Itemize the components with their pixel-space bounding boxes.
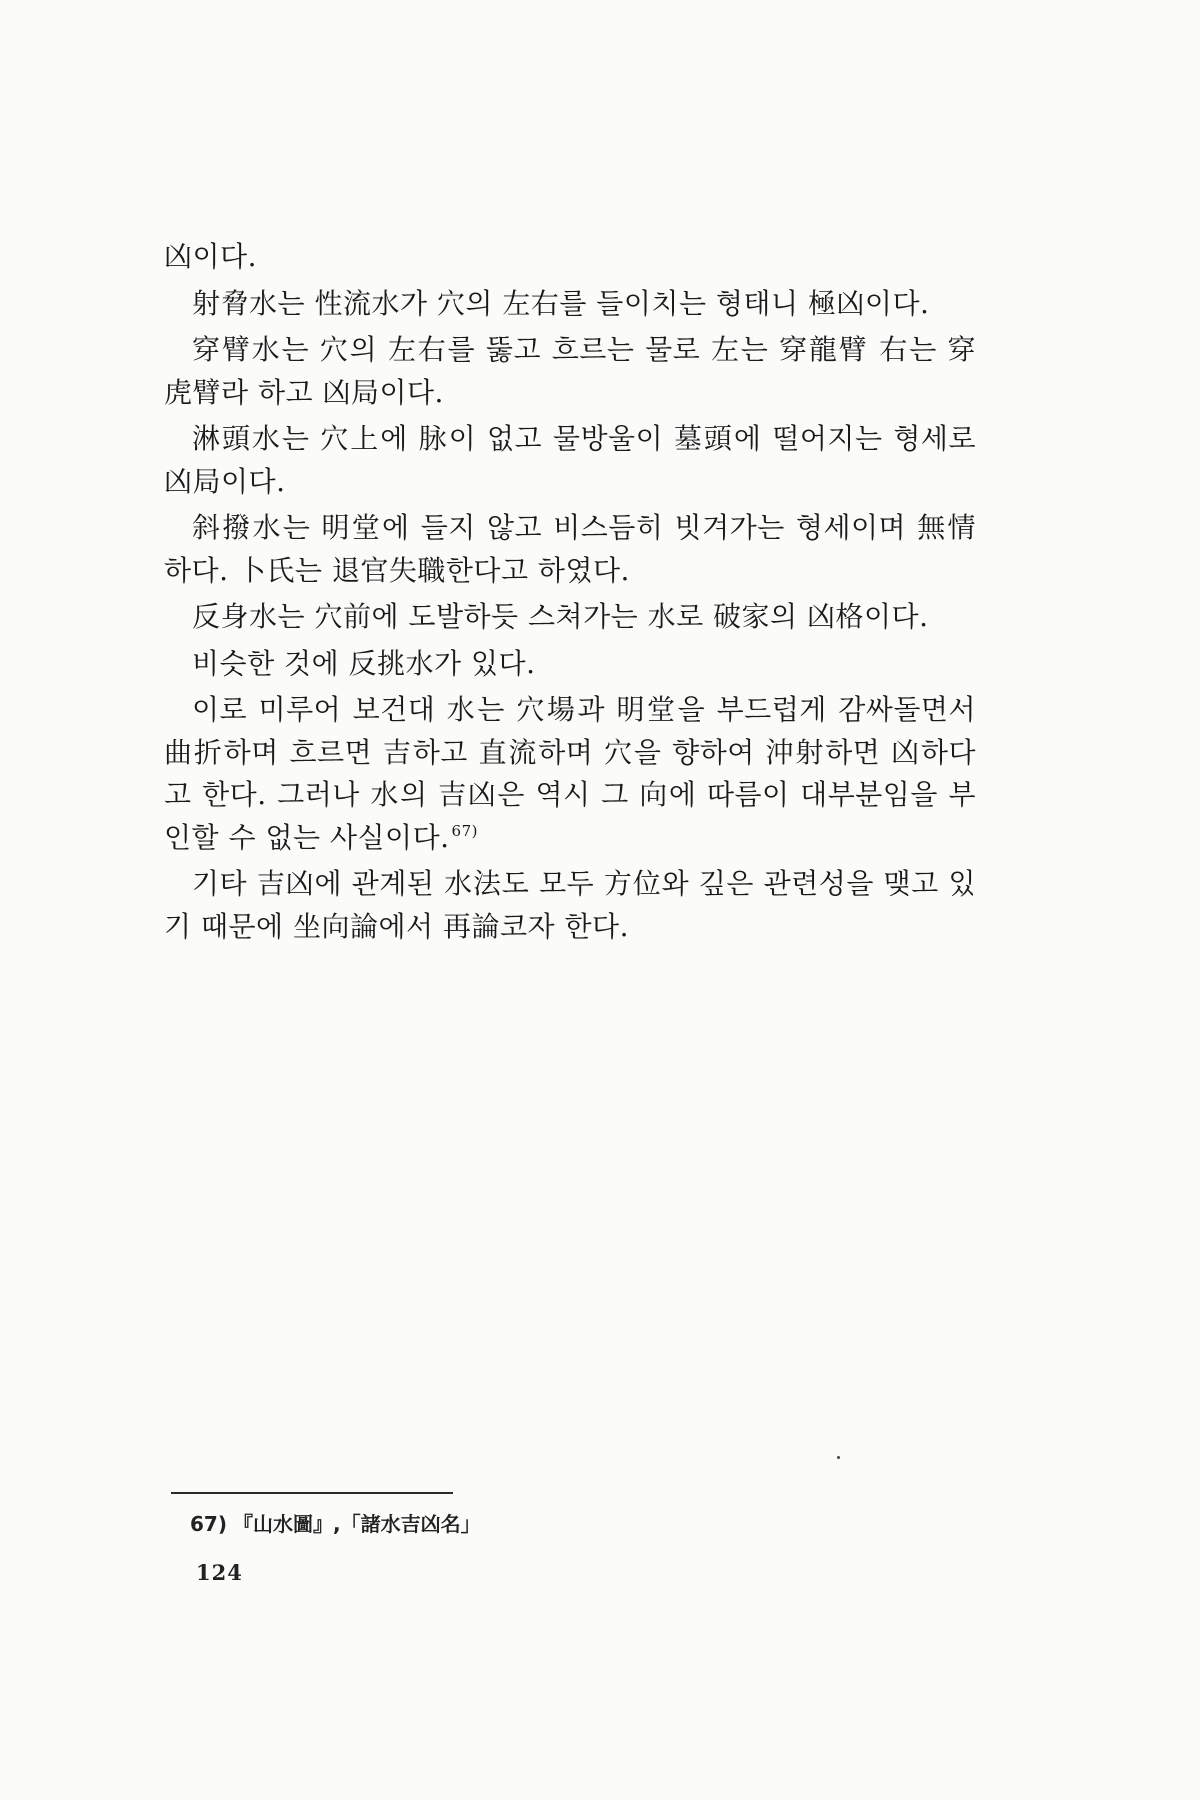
paragraph-8 bbox=[164, 689, 976, 859]
footnote-text: 『山水圖』,「諸水吉凶名」 bbox=[232, 1512, 481, 1536]
footnote-number: 67) bbox=[190, 1512, 227, 1536]
footnote-divider bbox=[171, 1492, 453, 1494]
paragraph-4: 淋頭水는 穴上에 脉이 없고 물방울이 墓頭에 떨어지는 형세로 凶局이다. bbox=[164, 422, 976, 498]
paragraph-7: 비슷한 것에 反挑水가 있다. bbox=[192, 646, 536, 680]
paragraph-3: 穿臂水는 穴의 左右를 뚫고 흐르는 물로 左는 穿龍臂 右는 穿虎臂라 하고 凶局이다. bbox=[164, 333, 976, 409]
paragraph-2: 射脅水는 性流水가 穴의 左右를 들이치는 형태니 極凶이다. bbox=[192, 286, 930, 320]
paragraph-9: 기타 吉凶에 관계된 水法도 모두 方位와 깊은 관련성을 맺고 있기 때문에 坐向論에서 再論코자 한다. bbox=[164, 867, 976, 943]
page-number: 124 bbox=[196, 1560, 243, 1585]
paragraph-6: 反身水는 穴前에 도발하듯 스쳐가는 水로 破家의 凶格이다. bbox=[192, 600, 929, 633]
paragraph-5: 斜撥水는 明堂에 들지 않고 비스듬히 빗겨가는 형세이며 無情하다. 卜氏는 退官失職한다고 하였다. bbox=[164, 511, 976, 587]
footnote bbox=[190, 1508, 481, 1537]
paragraph-8-text: 이로 미루어 보건대 水는 穴場과 明堂을 부드럽게 감싸돌면서 曲折하며 흐르면 吉하고 直流하며 穴을 향하여 沖射하면 凶하다고 한다. 그러나 水의 吉凶은 역시 그 向에 따름이 대부분임을 부인할 수 없는 사실이다. bbox=[164, 693, 976, 854]
body-text bbox=[164, 236, 976, 952]
footnote-reference: 67) bbox=[451, 822, 478, 841]
paragraph-1: 凶이다. bbox=[164, 240, 257, 273]
scan-speck bbox=[837, 1456, 840, 1459]
